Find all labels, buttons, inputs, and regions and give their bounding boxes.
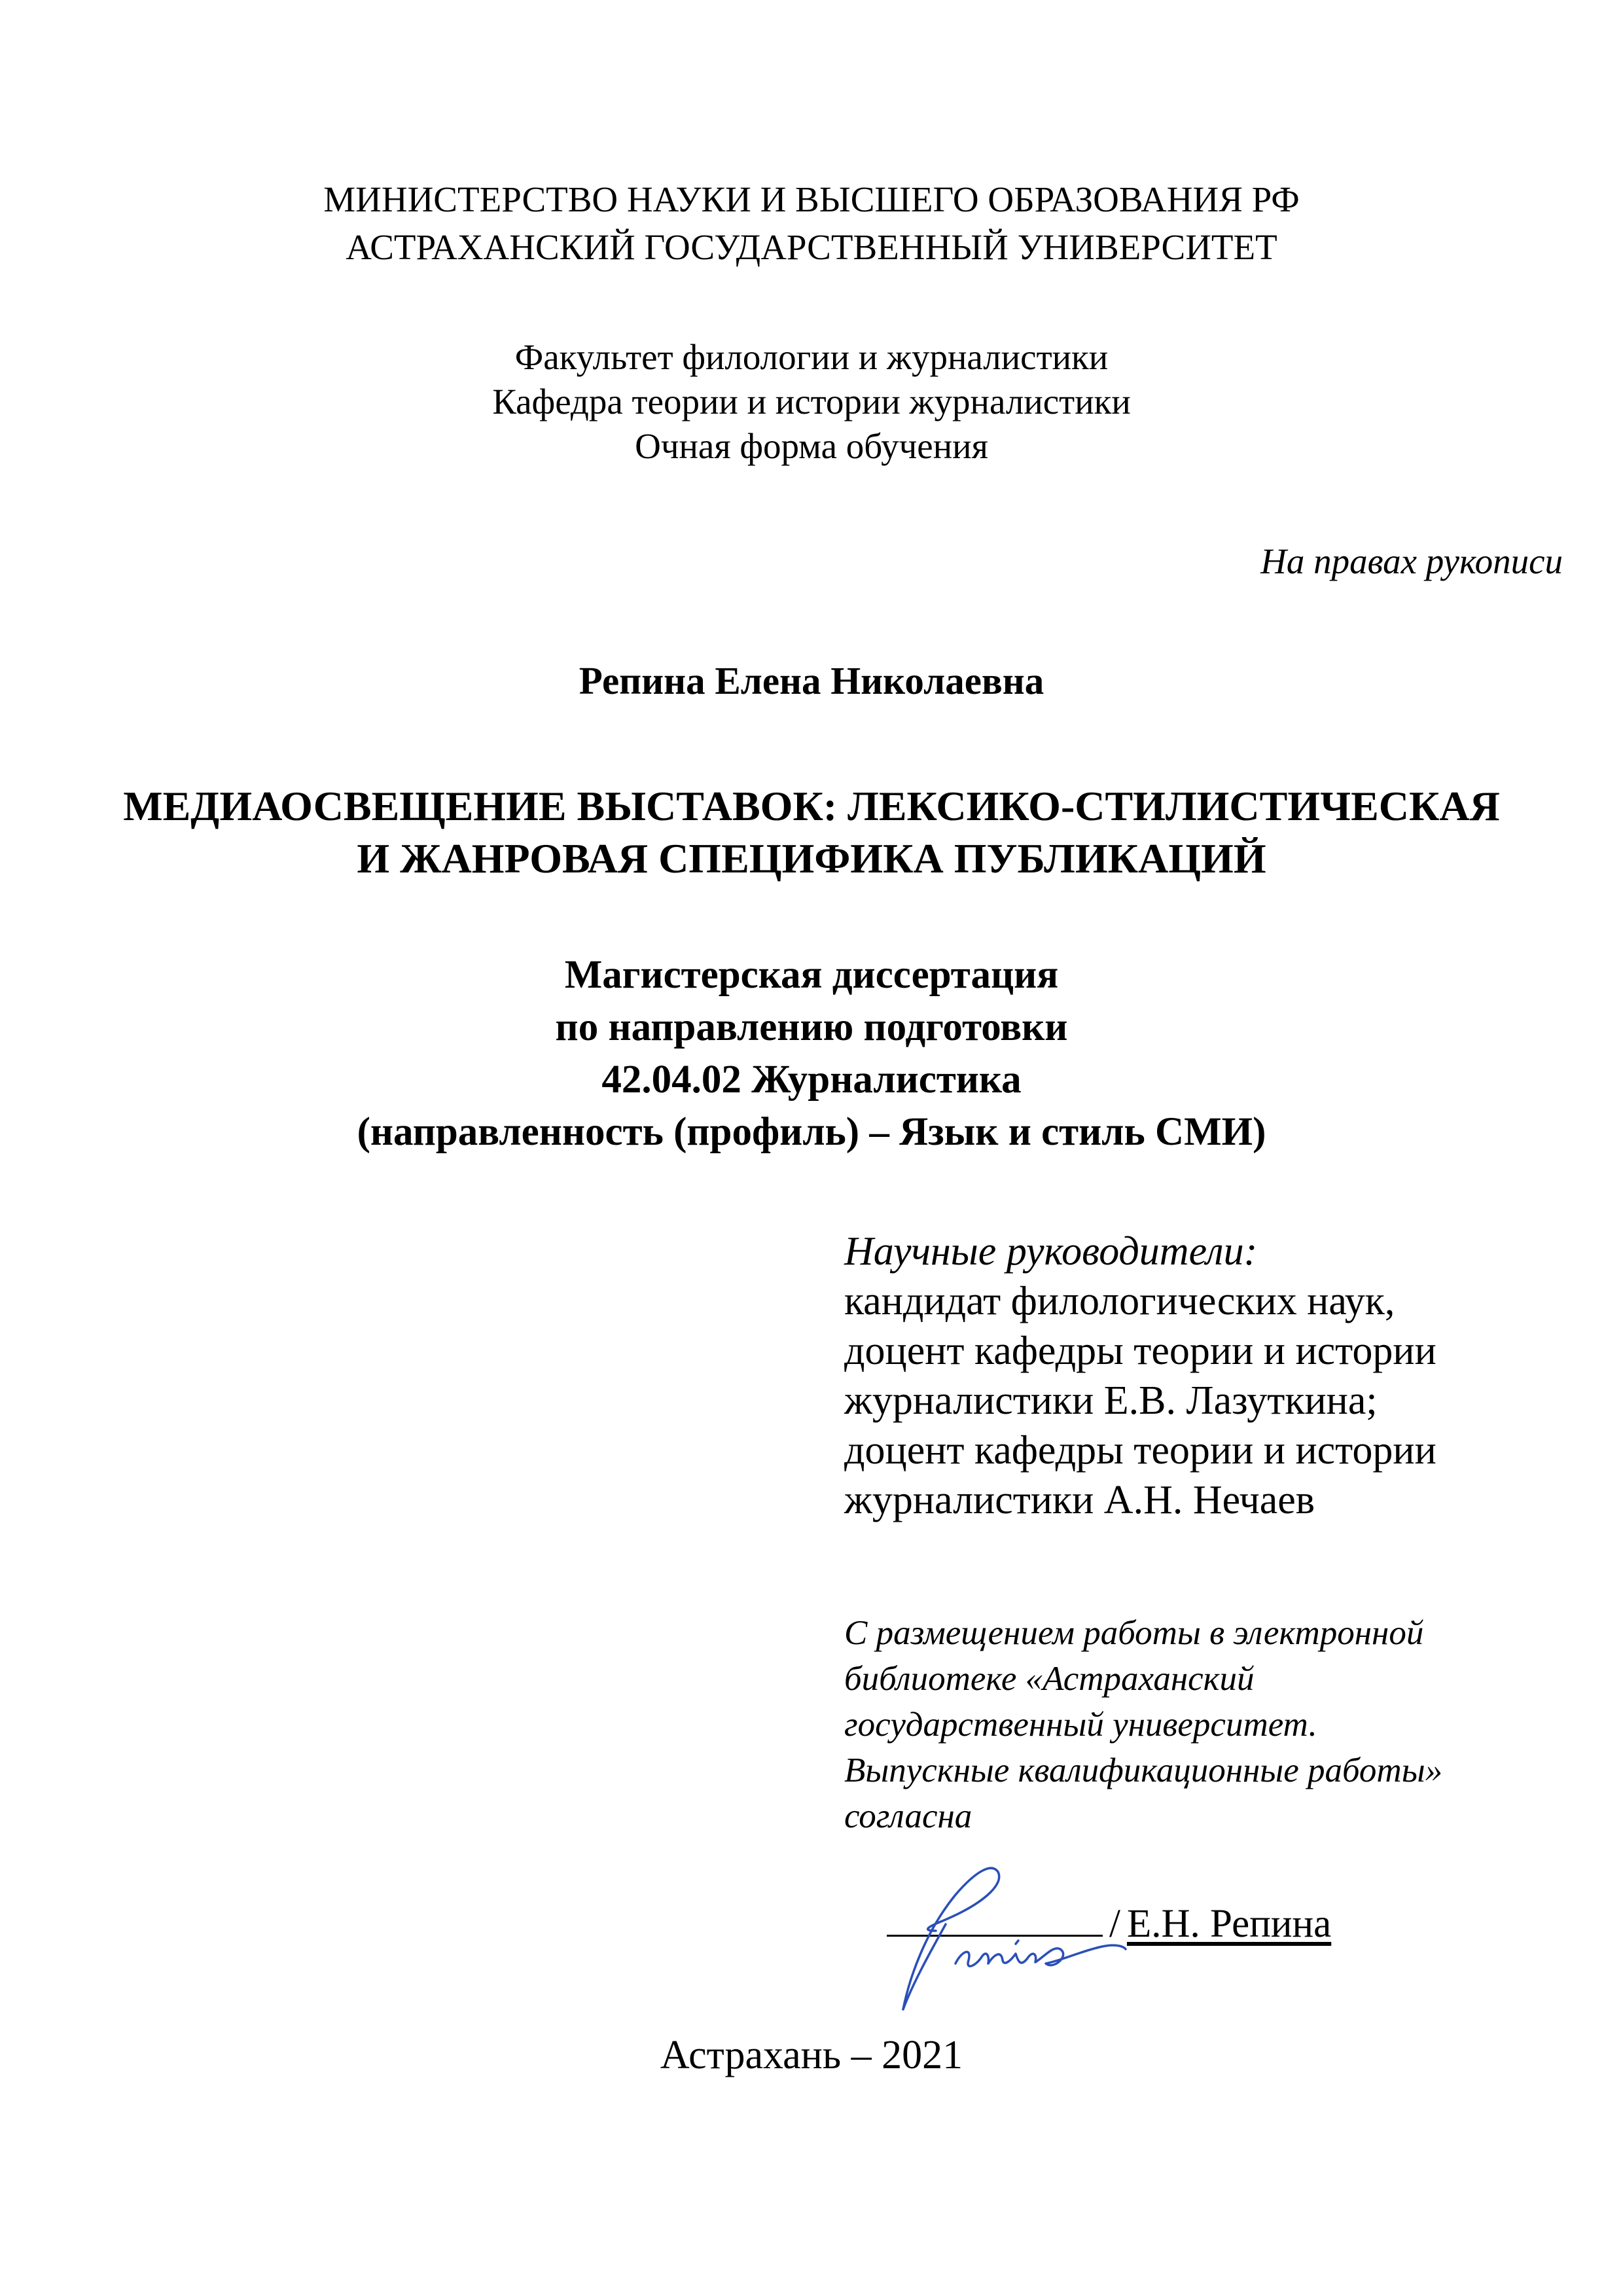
consent-line: государственный университет. [844,1706,1317,1744]
degree-type: Магистерская диссертация [564,953,1059,997]
faculty-name: Факультет филологии и журналистики [514,337,1109,377]
handwritten-signature [864,1833,1145,2016]
thesis-title-line-1: МЕДИАОСВЕЩЕНИЕ ВЫСТАВОК: ЛЕКСИКО-СТИЛИСТИЧЕСКАЯ [123,783,1500,829]
signature-slash: / [1109,1902,1120,1946]
library-consent-block [844,1610,1597,1839]
consent-line: согласна [844,1797,972,1835]
signature-ink [903,1868,1126,2009]
faculty-info [0,335,1623,469]
supervisors-label: Научные руководители: [844,1229,1258,1274]
degree-program-code: 42.04.02 Журналистика [601,1058,1022,1102]
study-form: Очная форма обучения [635,426,988,466]
consent-line: Выпускные квалификационные работы» [844,1751,1443,1789]
supervisors-block [844,1227,1597,1525]
thesis-title [0,780,1623,885]
consent-line: библиотеке «Астраханский [844,1660,1255,1698]
supervisor-line: кандидат филологических наук, [844,1279,1395,1323]
supervisor-line: журналистики А.Н. Нечаев [844,1478,1315,1522]
ministry-name: МИНИСТЕРСТВО НАУКИ И ВЫСШЕГО ОБРАЗОВАНИЯ РФ [323,179,1300,219]
degree-direction-label: по направлению подготовки [555,1005,1068,1049]
department-name: Кафедра теории и истории журналистики [492,382,1131,422]
manuscript-rights-note: На правах рукописи [1260,541,1563,581]
ministry-header [0,175,1623,271]
supervisor-line: журналистики Е.В. Лазуткина; [844,1378,1378,1423]
degree-info [0,949,1623,1158]
thesis-title-line-2: И ЖАНРОВАЯ СПЕЦИФИКА ПУБЛИКАЦИЙ [357,835,1266,882]
degree-profile: (направленность (профиль) – Язык и стиль СМИ) [357,1110,1266,1154]
consent-line: С размещением работы в электронной [844,1614,1424,1652]
supervisor-line: доцент кафедры теории и истории [844,1428,1436,1473]
city-year: Астрахань – 2021 [660,2033,963,2077]
university-name: АСТРАХАНСКИЙ ГОСУДАРСТВЕННЫЙ УНИВЕРСИТЕТ [346,227,1277,267]
signer-name: Е.Н. Репина [1126,1902,1332,1946]
author-name: Репина Елена Николаевна [579,659,1044,702]
supervisor-line: доцент кафедры теории и истории [844,1329,1436,1373]
